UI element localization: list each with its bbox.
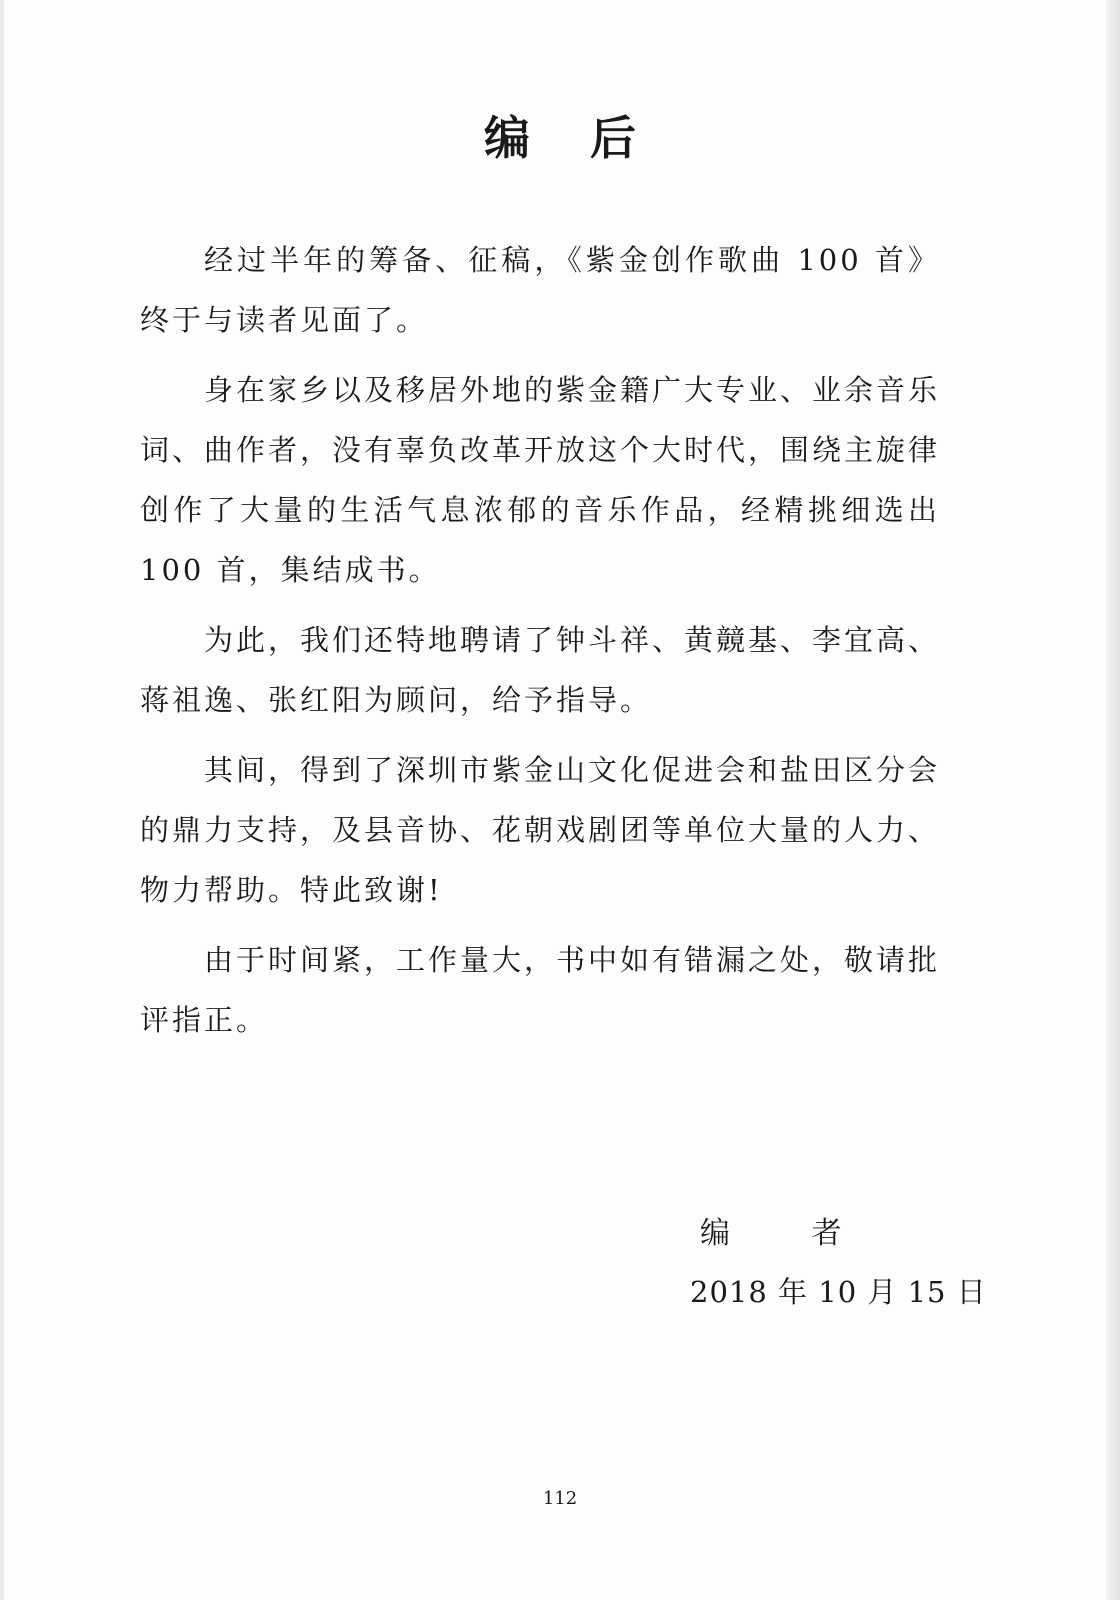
signature: 编 者 [700, 1216, 878, 1251]
paragraph-authors: 身在家乡以及移居外地的紫金籍广大专业、业余音乐词、曲作者，没有辜负改革开放这个大时代，围绕主旋律创作了大量的生活气息浓郁的音乐作品，经精挑细选出 100 首，集结成书。 [140, 373, 941, 587]
paragraph-advisors: 为此，我们还特地聘请了钟斗祥、黄竸基、李宜高、蒋祖逸、张红阳为顾问，给予指导。 [140, 623, 941, 717]
page-number: 112 [542, 1488, 578, 1509]
paragraph-intro: 经过半年的筹备、征稿，《紫金创作歌曲 100 首》终于与读者见面了。 [140, 243, 940, 337]
date: 2018 年 10 月 15 日 [690, 1275, 987, 1309]
paragraph-corrections: 由于时间紧，工作量大，书中如有错漏之处，敬请批评指正。 [140, 943, 941, 1037]
scan-edge-right [1106, 0, 1120, 1600]
scan-edge-left [0, 0, 4, 1600]
paragraph-acknowledgements: 其间，得到了深圳市紫金山文化促进会和盐田区分会的鼎力支持，及县音协、花朝戏剧团等单位大量的人力、物力帮助。特此致谢! [140, 753, 941, 907]
body-text [140, 230, 940, 1060]
page-title: 编 后 [483, 111, 658, 165]
